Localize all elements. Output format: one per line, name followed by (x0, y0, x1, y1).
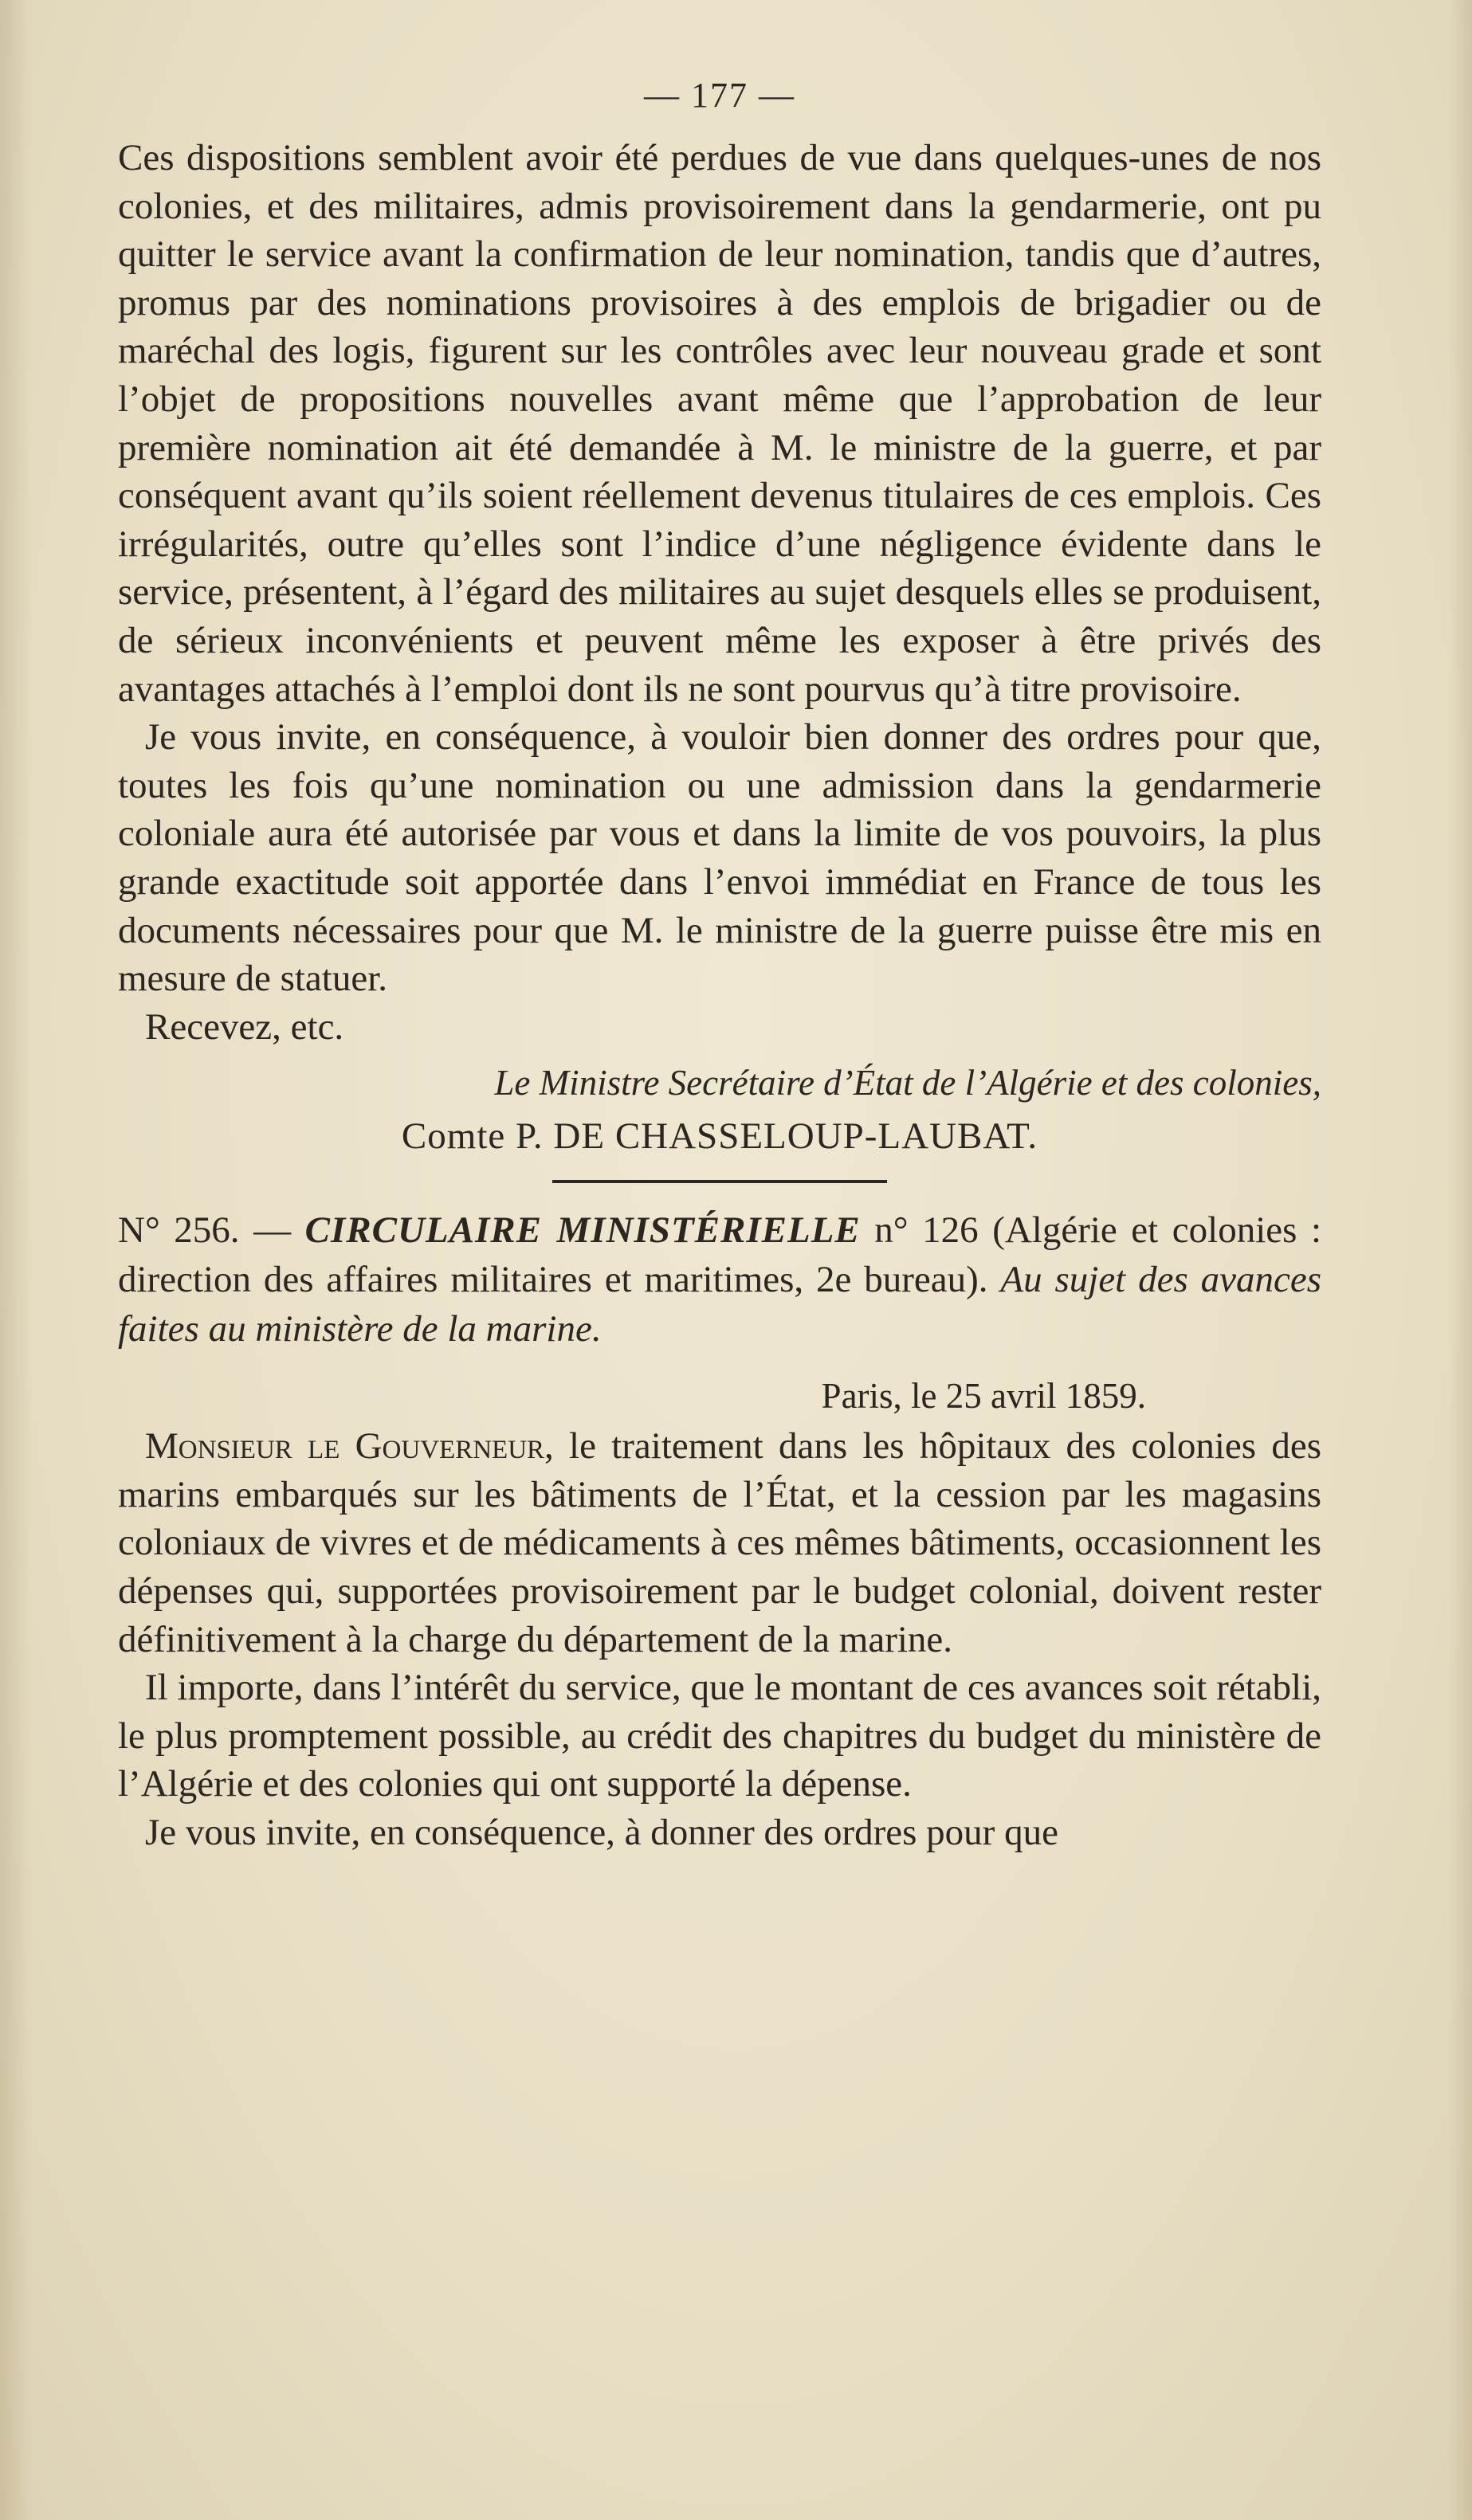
circular-number: N° 256. (118, 1209, 240, 1252)
circular-title: CIRCULAIRE MINISTÉRIELLE (304, 1209, 861, 1252)
circular-dash: — (239, 1209, 305, 1252)
paragraph-invitation: Je vous invite, en conséquence, à vouloir bien donner des ordres pour que, toutes les fois qu’une nomination ou une admission dans la gendarmerie coloniale aura été autorisée par vous et dans la limite de vos pouvoirs, la plus grande exactitude soit apportée dans l’envoi immédiat en France de tous les documents nécessaires pour que M. le ministre de la guerre puisse être mis en mesure de statuer. (118, 716, 1321, 1000)
page-edge-shadow-right (1448, 0, 1472, 2520)
paragraph-importance: Il importe, dans l’intérêt du service, que le montant de ces avances soit rétabli, le plus promptement possible, au crédit des chapitres du budget du ministère de l’Algérie et des colonies qui ont supporté la dépense. (118, 1667, 1321, 1805)
circular-subject: Au sujet des avances faites au ministère de la marine. (118, 1259, 1321, 1350)
dateline: Paris, le 25 avril 1859. (821, 1376, 1146, 1417)
signature-name: Comte P. DE CHASSELOUP-LAUBAT. (401, 1115, 1038, 1158)
circular-heading (118, 1205, 1321, 1354)
paragraph-dispositions: Ces dispositions semblent avoir été perdues de vue dans quelques-unes de nos colonies, et des militaires, admis provisoirement dans la gendarmerie, ont pu quitter le service avant la confirmation de leur nomination, tandis que d’autres, promus par des nominations provisoires à des emplois de brigadier ou de maréchal des logis, figurent sur les contrôles avec leur nouveau grade et sont l’objet de propositions nouvelles avant même que l’approbation de leur première nomination ait été demandée à M. le ministre de la guerre, et par conséquent avant qu’ils soient réellement devenus titulaires de ces emplois. Ces irrégularités, outre qu’elles sont l’indice d’une négligence évidente dans le service, présentent, à l’égard des militaires au sujet desquels elles se produisent, de sérieux inconvénients et peuvent même les exposer à être privés des avantages attachés à l’emploi dont ils ne sont pourvus qu’à titre provisoire. (118, 137, 1321, 710)
paragraph-treatment-text: le traitement dans les hôpitaux des colonies des marins embarqués sur les bâtiments de l’État, et la cession par les magasins coloniaux de vivres et de médicaments à ces mêmes bâtiments, occasionnent les dépenses qui, supportées provisoirement par le budget colonial, doivent rester définitivement à la charge du département de la marine. (118, 1425, 1321, 1660)
paragraph-treatment (118, 1422, 1321, 1664)
circular-details: n° 126 (Algérie et colonies : direction des affaires militaires et maritimes, 2e bureau). (118, 1209, 1322, 1301)
document-page (118, 72, 1321, 1857)
paragraph-closing: Recevez, etc. (145, 1005, 344, 1048)
page-number: — 177 — (644, 76, 795, 115)
section-divider (552, 1180, 887, 1183)
paragraph-final: Je vous invite, en conséquence, à donner des ordres pour que (145, 1812, 1058, 1854)
salutation: Monsieur le Gouverneur, (145, 1425, 554, 1468)
page-edge-shadow-left (0, 0, 32, 2520)
signature-title: Le Ministre Secrétaire d’État de l’Algérie et des colonies, (494, 1063, 1321, 1103)
